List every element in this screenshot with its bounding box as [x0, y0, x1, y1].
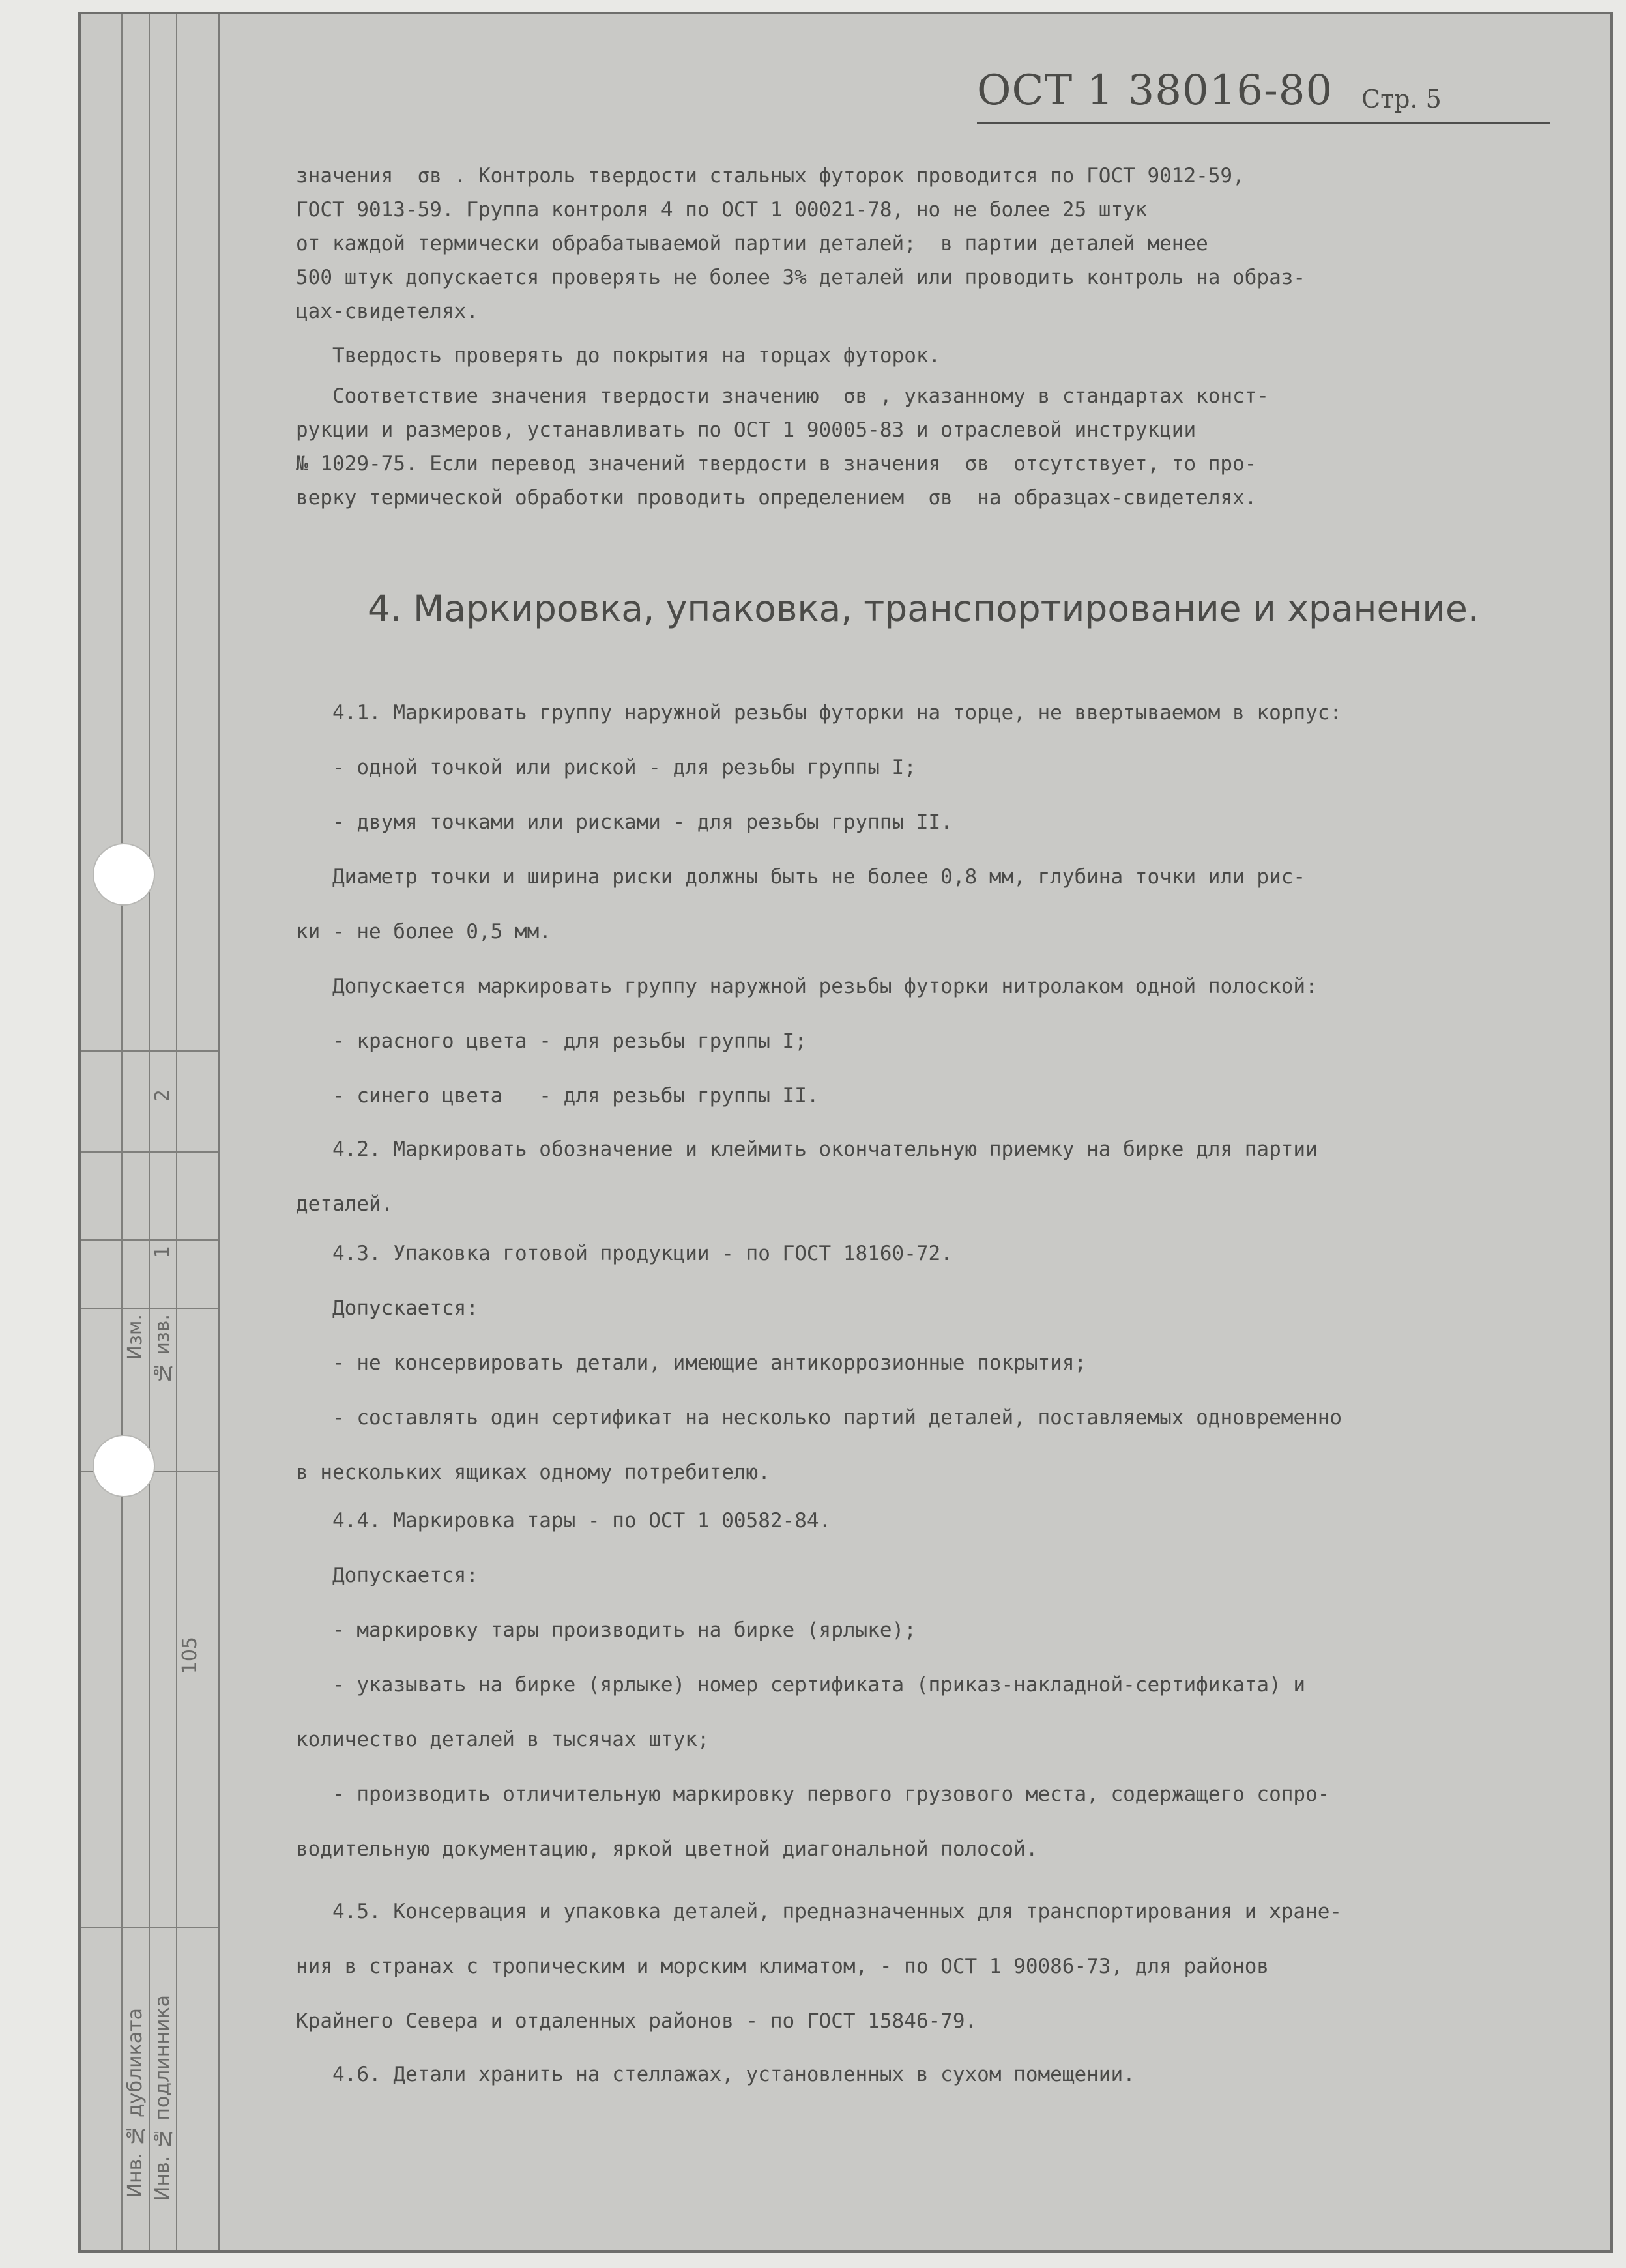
change-number-1: 1 [151, 1246, 174, 1259]
document-title-block [977, 66, 1550, 125]
binding-margin-table [81, 14, 220, 2250]
margin-row-divider [81, 1239, 218, 1241]
paragraph-4-3: 4.3. Упаковка готовой продукции - по ГОСТ 18160-72. Допускается: - не консервировать детали, имеющие антикоррозионные покрытия; - составлять один сертификат на несколько партий деталей, поставляемых одновременно в нескольких ящиках одному потребителю. [296, 1242, 1343, 1484]
margin-row-divider [81, 1050, 218, 1052]
paragraph-4-2: 4.2. Маркировать обозначение и клеймить окончательную приемку на бирке для партии деталей. [296, 1138, 1318, 1216]
section-heading: 4. Маркировка, упаковка, транспортирование и хранение. [368, 588, 1479, 629]
change-number-2: 2 [151, 1089, 174, 1102]
paragraph-hardness-correspondence: Соответствие значения твердости значению σв , указанному в стандартах конст- рукции и размеров, устанавливать по ОСТ 1 90005-83 и отраслевой инструкции № 1029-75. Если перевод значений твердости в значения σв отсутствует, то про- верку термической обработки проводить определением σв на образцах-свидетелях. [296, 384, 1270, 510]
paragraph-4-6: 4.6. Детали хранить на стеллажах, установленных в сухом помещении. [296, 2063, 1135, 2086]
margin-divider [149, 14, 150, 2250]
margin-row-divider [81, 1151, 218, 1153]
punch-hole [93, 1435, 155, 1497]
notice-number-label: № изв. [151, 1314, 174, 1385]
page-number: Стр. 5 [1361, 85, 1442, 113]
paragraph-4-5: 4.5. Консервация и упаковка деталей, предназначенных для транспортирования и хране- ния в странах с тропическим и морским климатом, - по ОСТ 1 90086-73, для районов Крайнего Севера и отдаленных районов - по ГОСТ 15846-79. [296, 1900, 1343, 2033]
margin-divider [121, 14, 123, 2250]
duplicate-inventory-label: Инв. № дубликата [124, 2008, 147, 2198]
paragraph-4-4: 4.4. Маркировка тары - по ОСТ 1 00582-84. Допускается: - маркировку тары производить на бирке (ярлыке); - указывать на бирке (ярлыке) номер сертификата (приказ-накладной-сертификата) и количество деталей в тысячах штук; - производить отличительную маркировку первого грузового места, содержащего сопро- водительную документацию, яркой цветной диагональной полосой. [296, 1509, 1330, 1861]
original-inventory-label: Инв. № подлинника [151, 1995, 174, 2201]
paragraph-hardness-control: значения σв . Контроль твердости стальных футорок проводится по ГОСТ 9012-59, ГОСТ 9013-59. Группа контроля 4 по ОСТ 1 00021-78, но не более 25 штук от каждой термически обрабатываемой партии деталей; в партии деталей менее 500 штук допускается проверять не более 3% деталей или проводить контроль на образ- цах-свидетелях. [296, 164, 1306, 323]
margin-row-divider [81, 1308, 218, 1309]
margin-divider [176, 14, 177, 2250]
title-underline [977, 122, 1550, 124]
document-code: ОСТ 1 38016-80 [977, 66, 1333, 115]
punch-hole [93, 843, 155, 906]
inventory-number: 105 [179, 1637, 201, 1674]
margin-row-divider [81, 1927, 218, 1928]
document-page [78, 12, 1613, 2253]
paragraph-4-1: 4.1. Маркировать группу наружной резьбы футорки на торце, не ввертываемом в корпус: - одной точкой или риской - для резьбы группы I; - двумя точками или рисками - для резьбы группы II. Диаметр точки и ширина риски должны быть не более 0,8 мм, глубина точки или рис- ки - не более 0,5 мм. Допускается маркировать группу наружной резьбы футорки нитролаком одной полоской: - красного цвета - для резьбы группы I; - синего цвета - для резьбы группы II. [296, 701, 1343, 1108]
paragraph-hardness-check: Твердость проверять до покрытия на торцах футорок. [296, 344, 941, 367]
change-label: Изм. [124, 1314, 147, 1360]
